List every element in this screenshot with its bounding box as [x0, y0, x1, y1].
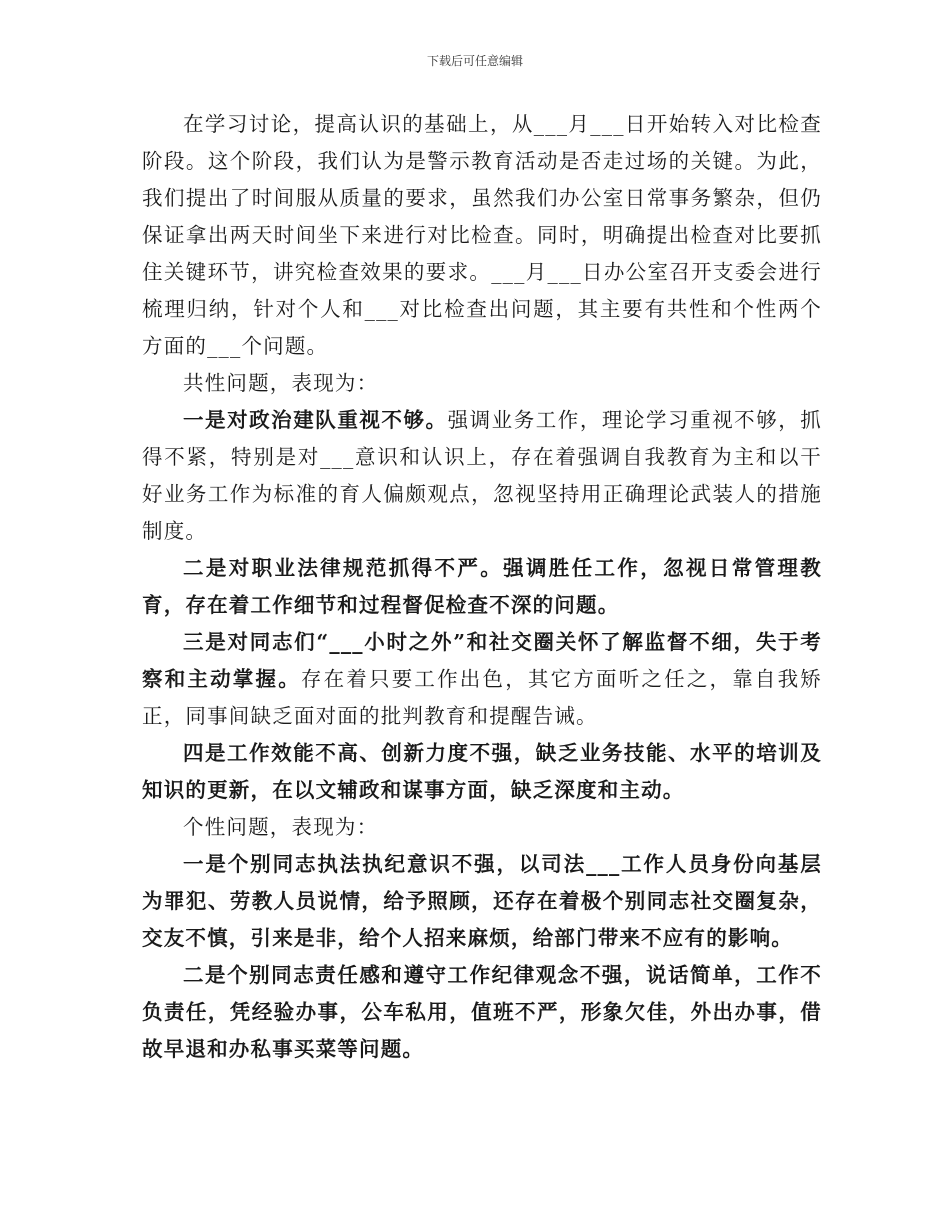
paragraph-common-1 [142, 402, 822, 550]
paragraph-intro [142, 106, 822, 365]
paragraph-bold-lead: 一是个别同志执法执纪意识不强，以司法___工作人员身份向基层为罪犯、劳教人员说情，给予照顾，还存在着极个别同志社交圈复杂，交友不慎，引来是非，给个人招来麻烦，给部门带来不应有的影响。 [142, 852, 822, 950]
paragraph-common-3 [142, 624, 822, 735]
paragraph-text: 个性问题，表现为： [183, 815, 379, 839]
paragraph-common-4 [142, 735, 822, 809]
paragraph-common-2 [142, 550, 822, 624]
paragraph-bold-lead: 三是对同志们“___小时之外”和社交圈关怀了解监督不细，失于考察和主动掌握。 [142, 630, 822, 691]
paragraph-bold-lead: 二是个别同志责任感和遵守工作纪律观念不强，说话简单，工作不负责任，凭经验办事，公车私用，值班不严，形象欠佳，外出办事，借故早退和办私事买菜等问题。 [142, 963, 822, 1061]
paragraph-text: 在学习讨论，提高认识的基础上，从___月___日开始转入对比检查阶段。这个阶段，我们认为是警示教育活动是否走过场的关键。为此，我们提出了时间服从质量的要求，虽然我们办公室日常事务繁杂，但仍保证拿出两天时间坐下来进行对比检查。同时，明确提出检查对比要抓住关键环节，讲究检查效果的要求。___月___日办公室召开支委会进行梳理归纳，针对个人和___对比检查出问题，其主要有共性和个性两个方面的___个问题。 [142, 112, 822, 358]
paragraph-text: 存在着只要工作出色，其它方面听之任之，靠自我矫正，同事间缺乏面对面的批判教育和提醒告诫。 [142, 667, 822, 728]
paragraph-bold-lead: 一是对政治建队重视不够。 [183, 408, 448, 432]
paragraph-individual-2 [142, 957, 822, 1068]
paragraph-individual-heading [142, 809, 822, 846]
page-header: 下载后可任意编辑 [426, 54, 523, 68]
paragraph-bold-lead: 二是对职业法律规范抓得不严。强调胜任工作，忽视日常管理教育，存在着工作细节和过程督促检查不深的问题。 [142, 556, 822, 617]
document-body [142, 106, 822, 1068]
paragraph-text: 强调业务工作，理论学习重视不够，抓得不紧，特别是对___意识和认识上，存在着强调自我教育为主和以干好业务工作为标准的育人偏颇观点，忽视坚持用正确理论武装人的措施制度。 [142, 408, 822, 543]
paragraph-individual-1 [142, 846, 822, 957]
paragraph-text: 共性问题，表现为： [183, 371, 379, 395]
paragraph-bold-lead: 四是工作效能不高、创新力度不强，缺乏业务技能、水平的培训及知识的更新，在以文辅政和谋事方面，缺乏深度和主动。 [142, 741, 822, 802]
paragraph-common-heading [142, 365, 822, 402]
